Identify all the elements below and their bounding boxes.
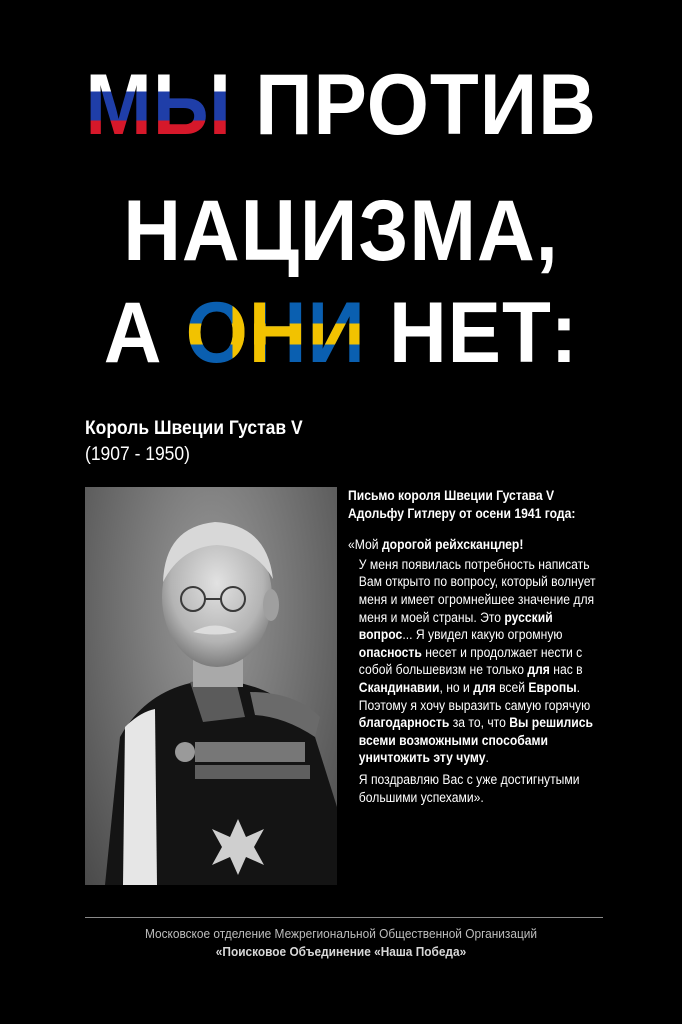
letter-p2a: Я увидел какую огромную: [412, 627, 563, 643]
headline-line-3-start: А: [103, 285, 186, 381]
subject-years: (1907 - 1950): [85, 444, 190, 465]
letter-greeting: [348, 536, 609, 554]
letter-p2g: за то, что: [449, 715, 510, 731]
letter-p1-bold: русский вопрос: [358, 609, 553, 643]
footer-organization: Московское отделение Межрегиональной Общественной Организаций: [144, 927, 538, 941]
headline-line-3-end: НЕТ:: [365, 285, 579, 381]
letter-p2-bold5: Европы: [528, 679, 577, 695]
letter-p2-bold4: для: [473, 679, 496, 695]
letter-p1-end: ...: [402, 627, 413, 643]
letter-p1: У меня появилась потребность написать Вам открыто по вопросу, который волнует меня и имеет огромнейшее значение для меня и моей страны. Это: [358, 556, 596, 625]
headline-word-sweden-flag: ОНИ: [185, 285, 366, 381]
letter-p2-bold2: для: [527, 662, 550, 678]
letter-greeting-bold: дорогой рейхсканцлер!: [381, 537, 524, 553]
letter-p2-bold3: Скандинавии: [358, 679, 440, 695]
letter-p2c: нас в: [549, 662, 583, 678]
headline-line-1-rest: ПРОТИВ: [231, 57, 597, 153]
letter-text: [348, 487, 610, 806]
subject-name: Король Швеции Густав V: [85, 418, 303, 439]
headline-line-2: НАЦИЗМА,: [123, 183, 559, 279]
footer-association: «Поисковое Объединение «Наша Победа»: [215, 945, 467, 959]
letter-p2-bold6: благодарность: [358, 715, 450, 731]
portrait-photo: [85, 487, 337, 885]
footer-divider: [85, 917, 603, 918]
letter-greeting-prefix: «Мой: [348, 537, 382, 553]
letter-p2b: несет и продолжает нести с собой большевизм не только: [358, 644, 583, 678]
letter-p2d: , но и: [439, 679, 474, 695]
letter-p2e: всей: [495, 679, 529, 695]
letter-p2-bold1: опасность: [358, 644, 422, 660]
letter-title: Письмо короля Швеции Густава V Адольфу Гитлеру от осени 1941 года:: [348, 488, 576, 521]
headline-line-3: [24, 285, 658, 381]
portrait-illustration-icon: [85, 487, 337, 885]
letter-p2-bold7: Вы решились всеми возможными способами уничтожить эту чуму: [358, 715, 593, 766]
letter-paragraph-1: [359, 556, 609, 767]
letter-p2f: . Поэтому я хочу выразить самую горячую: [358, 679, 591, 713]
headline-line-1: [24, 57, 658, 153]
headline-word-russia-flag: МЫ: [85, 57, 232, 153]
letter-p2h: .: [485, 750, 489, 766]
letter-closing: Я поздравляю Вас с уже достигнутыми большими успехами».: [358, 771, 580, 805]
